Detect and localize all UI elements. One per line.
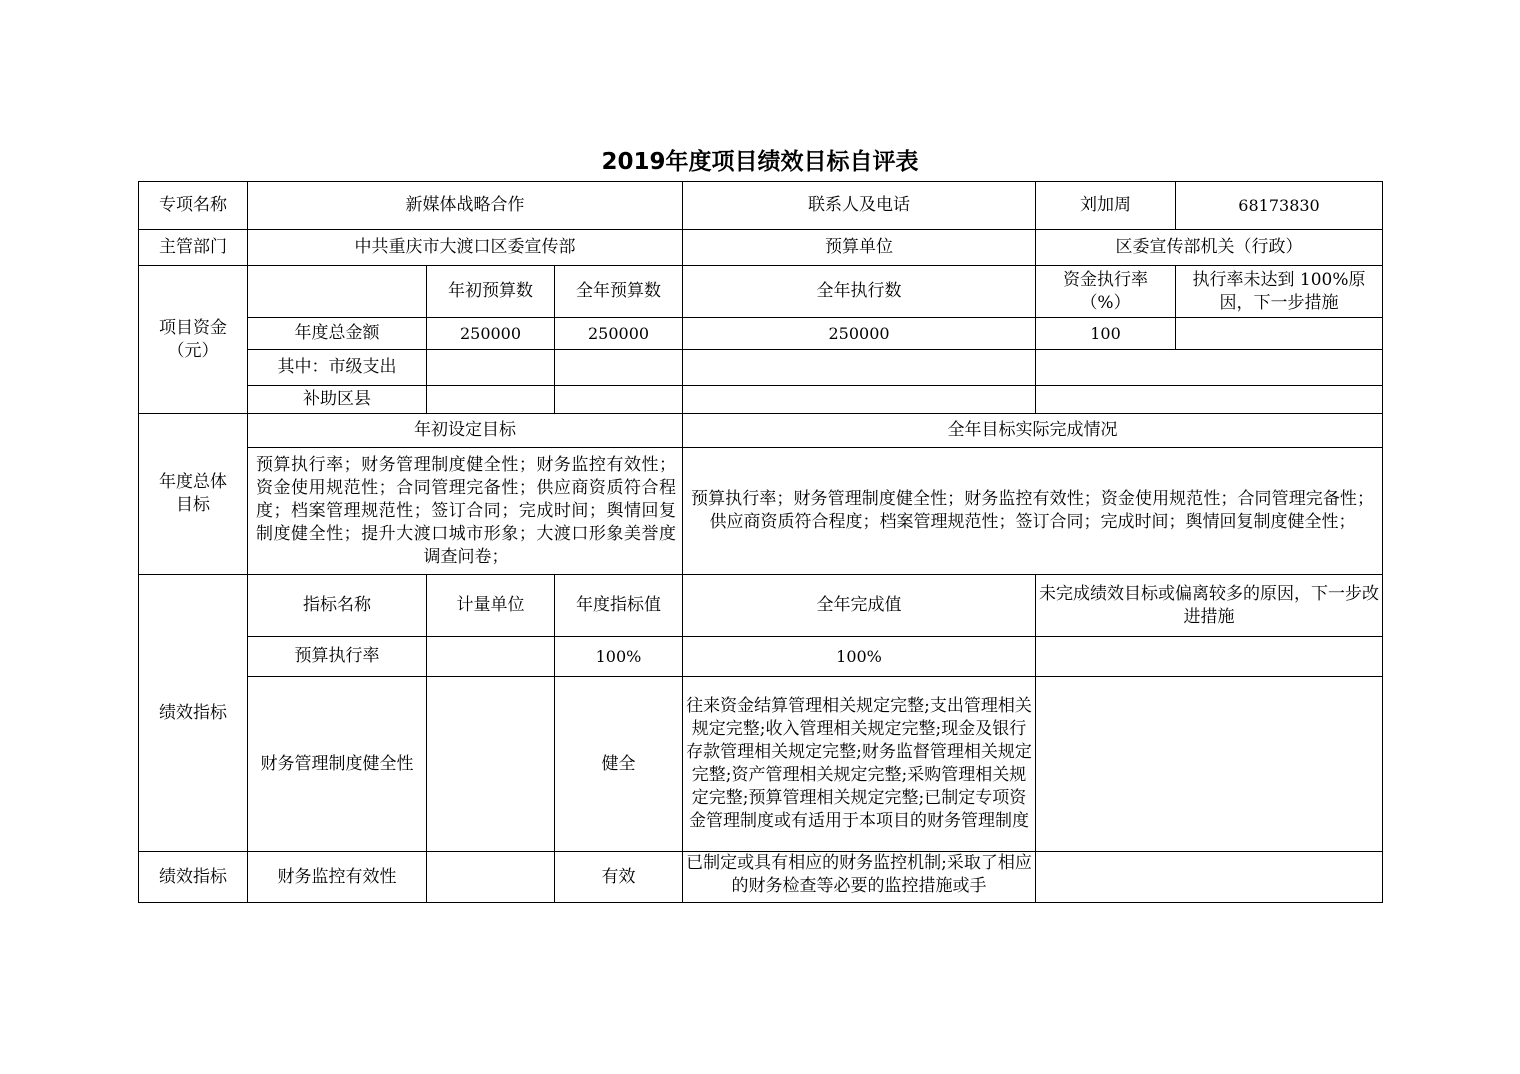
indicator-row-continued <box>139 852 1383 903</box>
indicator-reason-header: 未完成绩效目标或偏离较多的原因，下一步改进措施 <box>1036 575 1383 637</box>
reason-header-line2: 因，下一步措施 <box>1219 292 1339 313</box>
indicators-header-row <box>139 575 1383 637</box>
initial-budget-header: 年初预算数 <box>427 266 555 318</box>
actual-goals-text: 预算执行率；财务管理制度健全性；财务监控有效性；资金使用规范性；合同管理完备性；供应商资质符合程度；档案管理规范性；签订合同；完成时间；舆情回复制度健全性； <box>683 448 1383 575</box>
goals-header-row <box>139 414 1383 448</box>
goals-text-row <box>139 448 1383 575</box>
city-expenditure-row <box>139 350 1383 386</box>
project-name-label: 专项名称 <box>139 182 248 230</box>
reason-header-line1: 执行率未达到 100%原 <box>1192 269 1366 290</box>
district-initial-budget <box>427 386 555 414</box>
contact-phone: 68173830 <box>1176 182 1383 230</box>
indicator-unit <box>427 637 555 677</box>
department-label: 主管部门 <box>139 230 248 266</box>
total-amount-label: 年度总金额 <box>248 318 427 350</box>
indicator-target: 100% <box>555 637 683 677</box>
city-annual-budget <box>555 350 683 386</box>
total-reason <box>1176 318 1383 350</box>
indicator-reason <box>1036 677 1383 852</box>
indicator-reason <box>1036 637 1383 677</box>
indicator-actual: 已制定或具有相应的财务监控机制;采取了相应的财务检查等必要的监控措施或手 <box>683 852 1036 903</box>
funds-header-empty <box>248 266 427 318</box>
indicator-unit <box>427 677 555 852</box>
indicator-row <box>139 677 1383 852</box>
initial-goals-header: 年初设定目标 <box>248 414 683 448</box>
funds-total-row <box>139 318 1383 350</box>
project-name-value: 新媒体战略合作 <box>248 182 683 230</box>
goals-label-line2: 目标 <box>176 495 210 515</box>
execution-rate-header-line2: （%） <box>1080 292 1131 313</box>
district-rate-reason <box>1036 386 1383 414</box>
indicator-reason <box>1036 852 1383 903</box>
budget-unit-label: 预算单位 <box>683 230 1036 266</box>
indicator-unit <box>427 852 555 903</box>
reason-header <box>1176 266 1383 318</box>
evaluation-table <box>138 181 1383 903</box>
district-annual-execution <box>683 386 1036 414</box>
execution-rate-header-line1: 资金执行率 <box>1063 269 1149 290</box>
indicator-name-header: 指标名称 <box>248 575 427 637</box>
indicators-label: 绩效指标 <box>139 575 248 852</box>
indicator-target: 健全 <box>555 677 683 852</box>
annual-budget-header: 全年预算数 <box>555 266 683 318</box>
goals-label-line1: 年度总体 <box>159 472 227 492</box>
execution-rate-header <box>1036 266 1176 318</box>
project-row <box>139 182 1383 230</box>
actual-goals-header: 全年目标实际完成情况 <box>683 414 1383 448</box>
indicator-name: 财务监控有效性 <box>248 852 427 903</box>
district-annual-budget <box>555 386 683 414</box>
budget-unit-value: 区委宣传部机关（行政） <box>1036 230 1383 266</box>
city-annual-execution <box>683 350 1036 386</box>
annual-execution-header: 全年执行数 <box>683 266 1036 318</box>
funds-header-row <box>139 266 1383 318</box>
indicator-name: 财务管理制度健全性 <box>248 677 427 852</box>
total-annual-execution: 250000 <box>683 318 1036 350</box>
city-rate-reason <box>1036 350 1383 386</box>
contact-label: 联系人及电话 <box>683 182 1036 230</box>
department-value: 中共重庆市大渡口区委宣传部 <box>248 230 683 266</box>
indicator-row <box>139 637 1383 677</box>
indicator-actual: 往来资金结算管理相关规定完整;支出管理相关规定完整;收入管理相关规定完整;现金及银行存款管理相关规定完整;财务监督管理相关规定完整;资产管理相关规定完整;采购管理相关规定完整;预算管理相关规定完整;已制定专项资金管理制度或有适用于本项目的财务管理制度 <box>683 677 1036 852</box>
page-title: 2019年度项目绩效目标自评表 <box>601 149 919 175</box>
indicator-target: 有效 <box>555 852 683 903</box>
indicator-actual: 100% <box>683 637 1036 677</box>
district-subsidy-label: 补助区县 <box>248 386 427 414</box>
indicator-unit-header: 计量单位 <box>427 575 555 637</box>
funds-label: 项目资金（元） <box>139 266 248 414</box>
department-row <box>139 230 1383 266</box>
indicators-label-continued: 绩效指标 <box>139 852 248 903</box>
indicator-name: 预算执行率 <box>248 637 427 677</box>
indicator-actual-header: 全年完成值 <box>683 575 1036 637</box>
city-initial-budget <box>427 350 555 386</box>
indicator-target-header: 年度指标值 <box>555 575 683 637</box>
contact-name: 刘加周 <box>1036 182 1176 230</box>
district-subsidy-row <box>139 386 1383 414</box>
initial-goals-text: 预算执行率；财务管理制度健全性；财务监控有效性；资金使用规范性；合同管理完备性；供应商资质符合程度；档案管理规范性；签订合同；完成时间；舆情回复制度健全性；提升大渡口城市形象；大渡口形象美誉度调查问卷； <box>248 448 683 575</box>
total-initial-budget: 250000 <box>427 318 555 350</box>
total-annual-budget: 250000 <box>555 318 683 350</box>
total-execution-rate: 100 <box>1036 318 1176 350</box>
city-expenditure-label: 其中：市级支出 <box>248 350 427 386</box>
goals-label <box>139 414 248 575</box>
